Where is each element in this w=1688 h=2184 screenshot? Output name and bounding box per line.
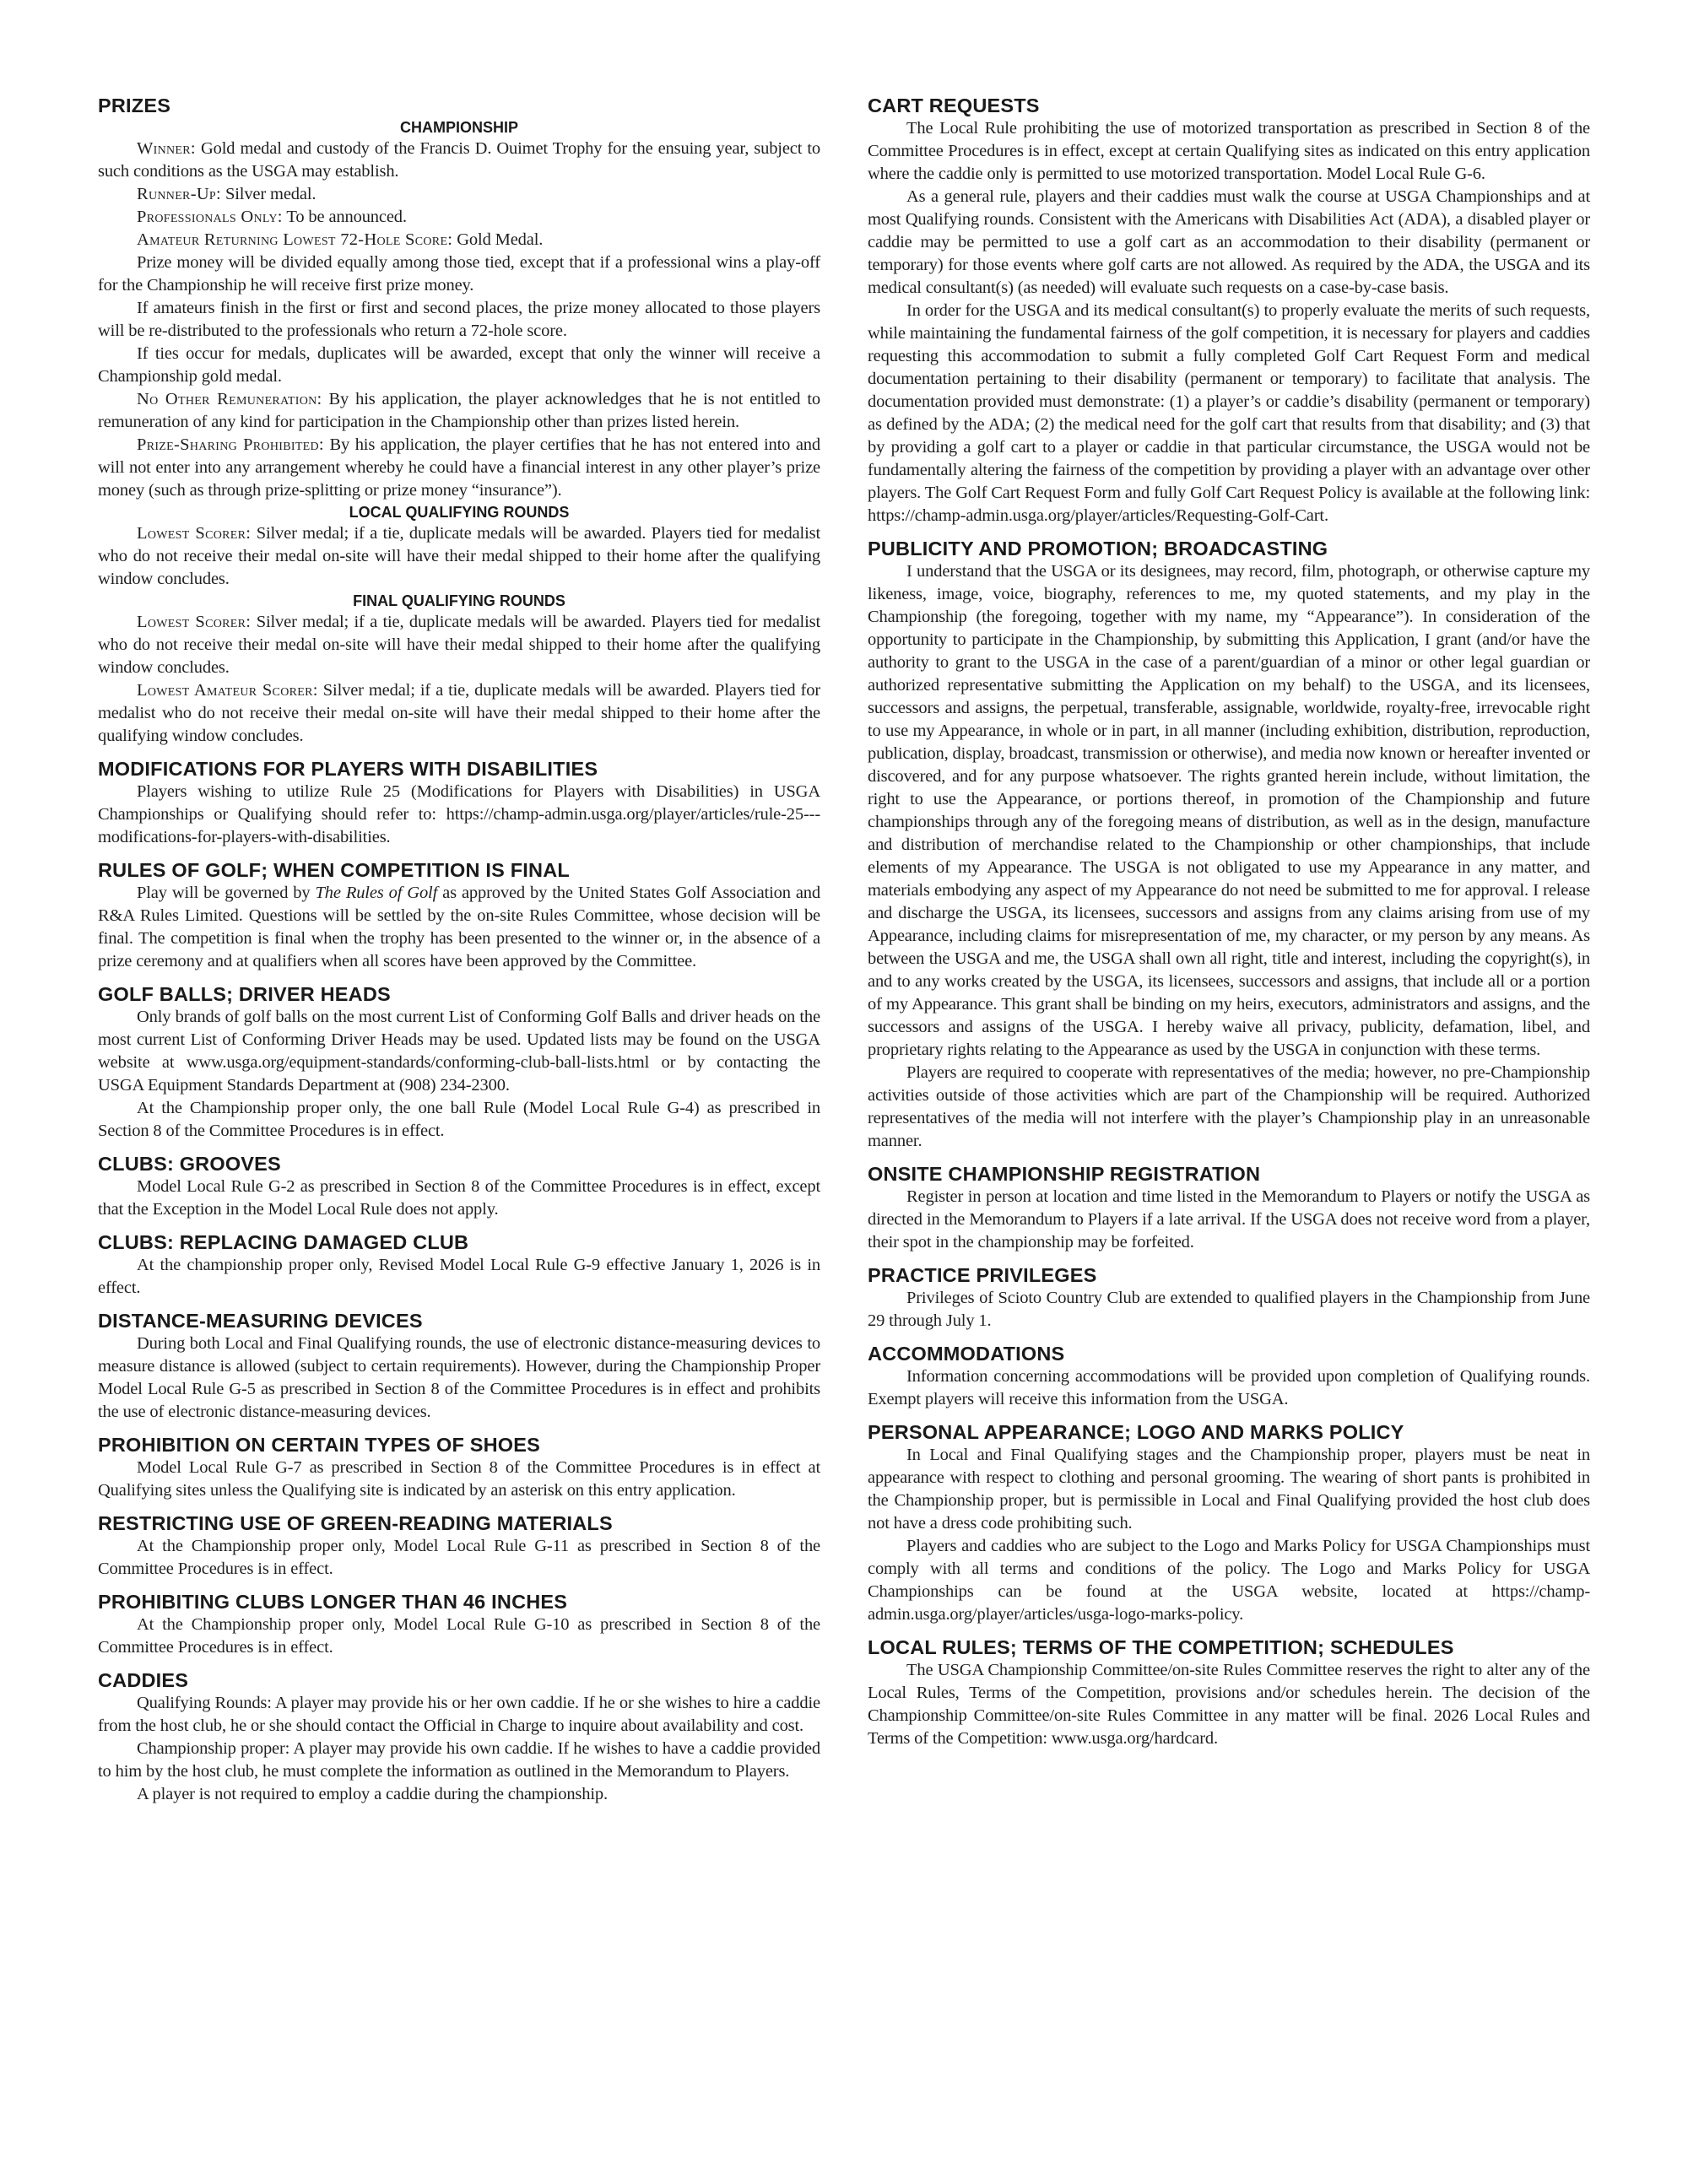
paragraph bbox=[98, 611, 820, 679]
item-text: By his application, the player acknowledges that he is not entitled to remuneration of any kind for participation in the Championship other than prizes listed herein. bbox=[98, 390, 820, 431]
paragraph: Information concerning accommodations will be provided upon completion of Qualifying rounds. Exempt players will receive this information from the USGA. bbox=[868, 1367, 1590, 1408]
section-heading: PUBLICITY AND PROMOTION; BROADCASTING bbox=[868, 538, 1328, 560]
practice-privileges-section bbox=[868, 1264, 1590, 1333]
subheading: CHAMPIONSHIP bbox=[399, 119, 518, 136]
paragraph: Model Local Rule G-2 as prescribed in Section 8 of the Committee Procedures is in effect, except that the Exception in the Model Local Rule does not apply. bbox=[98, 1177, 820, 1219]
paragraph bbox=[98, 388, 820, 434]
item-label: Prize-Sharing Prohibited: bbox=[137, 435, 324, 454]
section-heading: PERSONAL APPEARANCE; LOGO AND MARKS POLICY bbox=[868, 1421, 1404, 1443]
paragraph: Only brands of golf balls on the most current List of Conforming Golf Balls and driver heads on the most current List of Conforming Driver Heads may be used. Updated lists may be found on the USGA website at www.usga.org/equipment-standards/conforming-club-ball-lists.html or by contacting the USGA Equipment Standards Department at (908) 234-2300. bbox=[98, 1008, 820, 1095]
section-heading: PROHIBITING CLUBS LONGER THAN 46 INCHES bbox=[98, 1591, 568, 1613]
onsite-registration-section bbox=[868, 1163, 1590, 1254]
paragraph: The USGA Championship Committee/on-site Rules Committee reserves the right to alter any of the Local Rules, Terms of the Competition, provisions and/or schedules herein. The decision of the Championship Committee/on-site Rules Committee in any matter will be final. 2026 Local Rules and Terms of the Competition: www.usga.org/hardcard. bbox=[868, 1661, 1590, 1748]
shoes-section bbox=[98, 1434, 820, 1502]
prizes-section bbox=[98, 95, 820, 748]
paragraph: As a general rule, players and their caddies must walk the course at USGA Championships and at most Qualifying rounds. Consistent with the Americans with Disabilities Act (ADA), a disabled player or caddie may be permitted to use a golf cart as an accommodation to their disability (permanent or temporary) for those events where golf carts are not allowed. As required by the ADA, the USGA and its medical consultant(s) (as needed) will evaluate such requests on a case-by-case basis. bbox=[868, 187, 1590, 297]
item-label: Professionals Only: bbox=[137, 208, 283, 226]
item-text: Silver medal. bbox=[221, 185, 316, 203]
paragraph-intro: Play will be governed by bbox=[137, 884, 316, 902]
paragraph: During both Local and Final Qualifying rounds, the use of electronic distance-measuring devices to measure distance is allowed (subject to certain requirements). However, during the Championship Proper Model Local Rule G-5 as prescribed in Section 8 of the Committee Procedures is in effect and prohibits the use of electronic distance-measuring devices. bbox=[98, 1334, 820, 1421]
paragraph: The Local Rule prohibiting the use of motorized transportation as prescribed in Section 8 of the Committee Procedures is in effect, except at certain Qualifying sites as indicated on this entry application where the caddie only is permitted to use motorized transportation. Model Local Rule G-6. bbox=[868, 119, 1590, 183]
accommodations-section bbox=[868, 1343, 1590, 1411]
section-heading: LOCAL RULES; TERMS OF THE COMPETITION; SCHEDULES bbox=[868, 1636, 1454, 1658]
item-text: Silver medal; if a tie, duplicate medals will be awarded. Players tied for medalist who do not receive their medal on-site will have their medal shipped to their home after the qualifying window concludes. bbox=[98, 681, 820, 745]
paragraph bbox=[98, 882, 820, 973]
paragraph: At the Championship proper only, the one ball Rule (Model Local Rule G-4) as prescribed in Section 8 of the Committee Procedures is in effect. bbox=[98, 1099, 820, 1140]
item-text: Silver medal; if a tie, duplicate medals will be awarded. Players tied for medalist who do not receive their medal on-site will have their medal shipped to their home after the qualifying window concludes. bbox=[98, 524, 820, 588]
item-text: To be announced. bbox=[282, 208, 407, 226]
paragraph: Players wishing to utilize Rule 25 (Modifications for Players with Disabilities) in USGA Championships or Qualifying should refer to: https://champ-admin.usga.org/player/articles/rule-25---modifications-for-players-with-disabilities. bbox=[98, 782, 820, 846]
paragraph: If ties occur for medals, duplicates will be awarded, except that only the winner will receive a Championship gold medal. bbox=[98, 344, 820, 386]
paragraph: Register in person at location and time listed in the Memorandum to Players or notify the USGA as directed in the Memorandum to Players if a late arrival. If the USGA does not receive word from a player, their spot in the championship may be forfeited. bbox=[868, 1187, 1590, 1251]
paragraph: Players and caddies who are subject to the Logo and Marks Policy for USGA Championships must comply with all terms and conditions of the policy. The Logo and Marks Policy for USGA Championships can be found at the USGA website, located at https://champ-admin.usga.org/player/articles/usga-logo-marks-policy. bbox=[868, 1537, 1590, 1624]
grooves-section bbox=[98, 1153, 820, 1221]
personal-appearance-section bbox=[868, 1421, 1590, 1626]
paragraph: Qualifying Rounds: A player may provide his or her own caddie. If he or she wishes to hire a caddie from the host club, he or she should contact the Official in Charge to inquire about availability and cost. bbox=[98, 1694, 820, 1735]
subheading: FINAL QUALIFYING ROUNDS bbox=[353, 592, 565, 609]
right-column bbox=[868, 95, 1590, 1760]
item-label: Lowest Scorer: bbox=[137, 613, 252, 631]
paragraph: At the Championship proper only, Model Local Rule G-10 as prescribed in Section 8 of the Committee Procedures is in effect. bbox=[98, 1615, 820, 1657]
section-heading: GOLF BALLS; DRIVER HEADS bbox=[98, 983, 391, 1005]
paragraph: A player is not required to employ a caddie during the championship. bbox=[137, 1785, 608, 1803]
section-heading: CADDIES bbox=[98, 1669, 189, 1691]
green-reading-section bbox=[98, 1512, 820, 1581]
paragraph bbox=[98, 229, 820, 251]
left-column bbox=[98, 95, 820, 1816]
section-heading: ONSITE CHAMPIONSHIP REGISTRATION bbox=[868, 1163, 1261, 1185]
section-heading: MODIFICATIONS FOR PLAYERS WITH DISABILITIES bbox=[98, 758, 598, 780]
item-text: By his application, the player certifies that he has not entered into and will not enter into any arrangement whereby he could have a financial interest in any other player’s prize money (such as through prize-splitting or prize money “insurance”). bbox=[98, 435, 820, 500]
caddies-section bbox=[98, 1669, 820, 1806]
paragraph bbox=[98, 522, 820, 591]
paragraph: I understand that the USGA or its designees, may record, film, photograph, or otherwise capture my likeness, image, voice, biography, references to me, my quoted statements, and my play in the Championship (the foregoing, together with my name, my “Appearance”). In consideration of the opportunity to participate in the Championship, by submitting this Application, I grant (and/or have the authority to grant to the USGA in the case of a parent/guardian of a minor or other legal guardian or authorized representative submitting the Application on my behalf) to the USGA, and its licensees, successors and assigns, the perpetual, transferable, assignable, worldwide, royalty-free, irrevocable right to use my Appearance, in whole or in part, in all manner (including exhibition, distribution, reproduction, publication, display, broadcast, transmission or otherwise), and media now known or hereafter invented or discovered, and for any purpose whatsoever. The rights granted herein include, without limitation, the right to use the Appearance, or portions thereof, in promotion of the Championship and future championships through any of the foregoing means of distribution, as well as in the design, manufacture and distribution of merchandise related to the Championship or other championships, that include elements of my Appearance. The USGA is not obligated to use my Appearance in any matter, and materials embodying any aspect of my Appearance do not need be submitted to me for approval. I release and discharge the USGA, its licensees, successors and assigns from any claims arising from use of my Appearance, including claims for misrepresentation of me, my character, or my person by any means. As between the USGA and me, the USGA shall own all right, title and interest, including the copyright(s), in and to any works created by the USGA, its licensees, successors and assigns, that include all or a portion of my Appearance. This grant shall be binding on my heirs, executors, administrators and assigns, and the successors and assigns of the USGA. I hereby waive all privacy, publicity, defamation, libel, and proprietary rights relating to the Appearance as used by the USGA in conjunction with these terms. bbox=[868, 562, 1590, 1059]
paragraph: In order for the USGA and its medical consultant(s) to properly evaluate the merits of such requests, while maintaining the fundamental fairness of the golf competition, it is necessary for players and caddies requesting this accommodation to submit a fully completed Golf Cart Request Form and medical documentation pertaining to their disability (permanent or temporary) to facilitate that analysis. The documentation provided must demonstrate: (1) a player’s or caddie’s disability (permanent or temporary) as defined by the ADA; (2) the medical need for the golf cart that results from that disability; and (3) that by providing a golf cart to a player or caddie in that particular circumstance, the USGA would not be fundamentally altering the fairness of the competition by providing a player with an advantage over other players. The Golf Cart Request Form and fully Golf Cart Request Policy is available at the following link: https://champ-admin.usga.org/player/articles/Requesting-Golf-Cart. bbox=[868, 301, 1590, 525]
item-label: Winner: bbox=[137, 139, 196, 158]
paragraph: In Local and Final Qualifying stages and the Championship proper, players must be neat in appearance with respect to clothing and personal grooming. The wearing of short pants is prohibited in the Championship proper, but is permissible in Local and Final Qualifying provided the host club does not have a dress code prohibiting such. bbox=[868, 1446, 1590, 1533]
section-heading: CLUBS: REPLACING DAMAGED CLUB bbox=[98, 1231, 469, 1253]
paragraph bbox=[98, 434, 820, 502]
item-label: No Other Remuneration: bbox=[137, 390, 322, 408]
item-label: Amateur Returning Lowest 72-Hole Score: bbox=[137, 230, 453, 249]
damaged-club-section bbox=[98, 1231, 820, 1300]
paragraph: If amateurs finish in the first or first and second places, the prize money allocated to those players will be re-distributed to the professionals who return a 72-hole score. bbox=[98, 299, 820, 340]
item-text: Silver medal; if a tie, duplicate medals will be awarded. Players tied for medalist who do not receive their medal on-site will have their medal shipped to their home after the qualifying window concludes. bbox=[98, 613, 820, 677]
paragraph bbox=[98, 206, 820, 229]
paragraph bbox=[98, 183, 820, 206]
section-heading: PROHIBITION ON CERTAIN TYPES OF SHOES bbox=[98, 1434, 541, 1456]
paragraph bbox=[98, 679, 820, 748]
item-text: Gold medal and custody of the Francis D. Ouimet Trophy for the ensuing year, subject to such conditions as the USGA may establish. bbox=[98, 139, 820, 181]
publicity-section bbox=[868, 538, 1590, 1153]
distance-measuring-section bbox=[98, 1310, 820, 1424]
paragraph: Model Local Rule G-7 as prescribed in Section 8 of the Committee Procedures is in effect at Qualifying sites unless the Qualifying site is indicated by an asterisk on this entry application. bbox=[98, 1458, 820, 1500]
section-heading: CLUBS: GROOVES bbox=[98, 1153, 281, 1175]
section-heading: CART REQUESTS bbox=[868, 95, 1040, 116]
golf-balls-section bbox=[98, 983, 820, 1143]
section-heading: PRIZES bbox=[98, 95, 171, 116]
local-rules-section bbox=[868, 1636, 1590, 1750]
paragraph: Privileges of Scioto Country Club are extended to qualified players in the Championship from June 29 through July 1. bbox=[868, 1289, 1590, 1330]
paragraph: Championship proper: A player may provide his own caddie. If he wishes to have a caddie provided to him by the host club, he must complete the information as outlined in the Memorandum to Players. bbox=[98, 1739, 820, 1781]
rules-title: The Rules of Golf bbox=[315, 884, 438, 902]
section-heading: ACCOMMODATIONS bbox=[868, 1343, 1065, 1365]
long-clubs-section bbox=[98, 1591, 820, 1659]
paragraph: Players are required to cooperate with representatives of the media; however, no pre-Championship activities outside of those activities which are part of the Championship will be required. Authorized representatives of the media will not interfere with the player’s Championship play in an unreasonable manner. bbox=[868, 1063, 1590, 1150]
section-heading: PRACTICE PRIVILEGES bbox=[868, 1264, 1097, 1286]
item-label: Runner-Up: bbox=[137, 185, 222, 203]
modifications-section bbox=[98, 758, 820, 849]
paragraph: At the Championship proper only, Model Local Rule G-11 as prescribed in Section 8 of the Committee Procedures is in effect. bbox=[98, 1537, 820, 1578]
paragraph: Prize money will be divided equally among those tied, except that if a professional wins a play-off for the Championship he will receive first prize money. bbox=[98, 253, 820, 295]
item-label: Lowest Scorer: bbox=[137, 524, 252, 543]
subheading: LOCAL QUALIFYING ROUNDS bbox=[349, 504, 570, 521]
paragraph-rest: as approved by the United States Golf Association and R&A Rules Limited. Questions will be settled by the on-site Rules Committee, whose decision will be final. The competition is final when the trophy has been presented to the winner or, in the absence of a prize ceremony and at qualifiers when all scores have been approved by the Committee. bbox=[98, 884, 820, 970]
section-heading: DISTANCE-MEASURING DEVICES bbox=[98, 1310, 423, 1332]
rules-of-golf-section bbox=[98, 859, 820, 973]
cart-requests-section bbox=[868, 95, 1590, 527]
paragraph: At the championship proper only, Revised Model Local Rule G-9 effective January 1, 2026 is in effect. bbox=[98, 1256, 820, 1297]
section-heading: RESTRICTING USE OF GREEN-READING MATERIALS bbox=[98, 1512, 613, 1534]
section-heading: RULES OF GOLF; WHEN COMPETITION IS FINAL bbox=[98, 859, 570, 881]
item-label: Lowest Amateur Scorer: bbox=[137, 681, 318, 700]
item-text: Gold Medal. bbox=[452, 230, 544, 249]
paragraph bbox=[98, 138, 820, 183]
